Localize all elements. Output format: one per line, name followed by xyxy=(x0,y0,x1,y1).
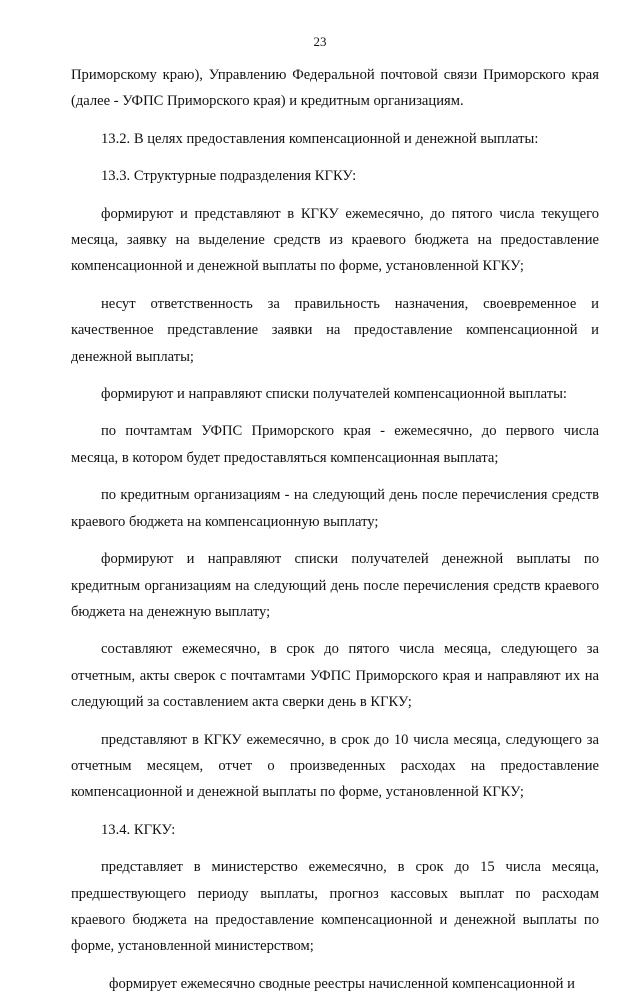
paragraph: несут ответственность за правильность назначения, своевременное и качественное представление заявки на предоставление компенсационной и денежной выплаты; xyxy=(71,295,599,365)
paragraph: Приморскому краю), Управлению Федеральной почтовой связи Приморского края (далее - УФПС Приморского края) и кредитным организациям. xyxy=(71,67,599,110)
page-number: 23 xyxy=(313,34,327,49)
paragraph: по почтамтам УФПС Приморского края - ежемесячно, до первого числа месяца, в котором будет предоставляться компенсационная выплата; xyxy=(71,423,599,466)
paragraph: 13.4. КГКУ: xyxy=(101,821,176,838)
paragraph: формирует ежемесячно сводные реестры начисленной компенсационной и xyxy=(109,975,575,992)
paragraph: представляют в КГКУ ежемесячно, в срок до 10 числа месяца, следующего за отчетным месяцем, отчет о произведенных расходах на предоставление компенсационной и денежной выплаты по форме, установленной КГКУ; xyxy=(71,731,599,801)
paragraph: формируют и представляют в КГКУ ежемесячно, до пятого числа текущего месяца, заявку на выделение средств из краевого бюджета на предоставление компенсационной и денежной выплаты по форме, установленной КГКУ; xyxy=(71,205,599,275)
paragraph: по кредитным организациям - на следующий день после перечисления средств краевого бюджета на компенсационную выплату; xyxy=(71,487,599,530)
paragraph: представляет в министерство ежемесячно, в срок до 15 числа месяца, предшествующего периоду выплаты, прогноз кассовых выплат по расходам краевого бюджета на предоставление компенсационной и денежной выплаты по форме, установленной министерством; xyxy=(71,859,599,955)
paragraph: 13.3. Структурные подразделения КГКУ: xyxy=(101,168,357,185)
document-body xyxy=(71,62,599,1008)
paragraph: формируют и направляют списки получателей денежной выплаты по кредитным организациям на следующий день после перечисления средств краевого бюджета на денежную выплату; xyxy=(71,551,599,620)
paragraph: 13.2. В целях предоставления компенсационной и денежной выплаты: xyxy=(101,130,539,147)
paragraph: формируют и направляют списки получателей компенсационной выплаты: xyxy=(101,386,567,403)
paragraph: составляют ежемесячно, в срок до пятого числа месяца, следующего за отчетным, акты сверок с почтамтами УФПС Приморского края и направляют их на следующий за составлением акта сверки день в КГКУ; xyxy=(71,641,599,711)
